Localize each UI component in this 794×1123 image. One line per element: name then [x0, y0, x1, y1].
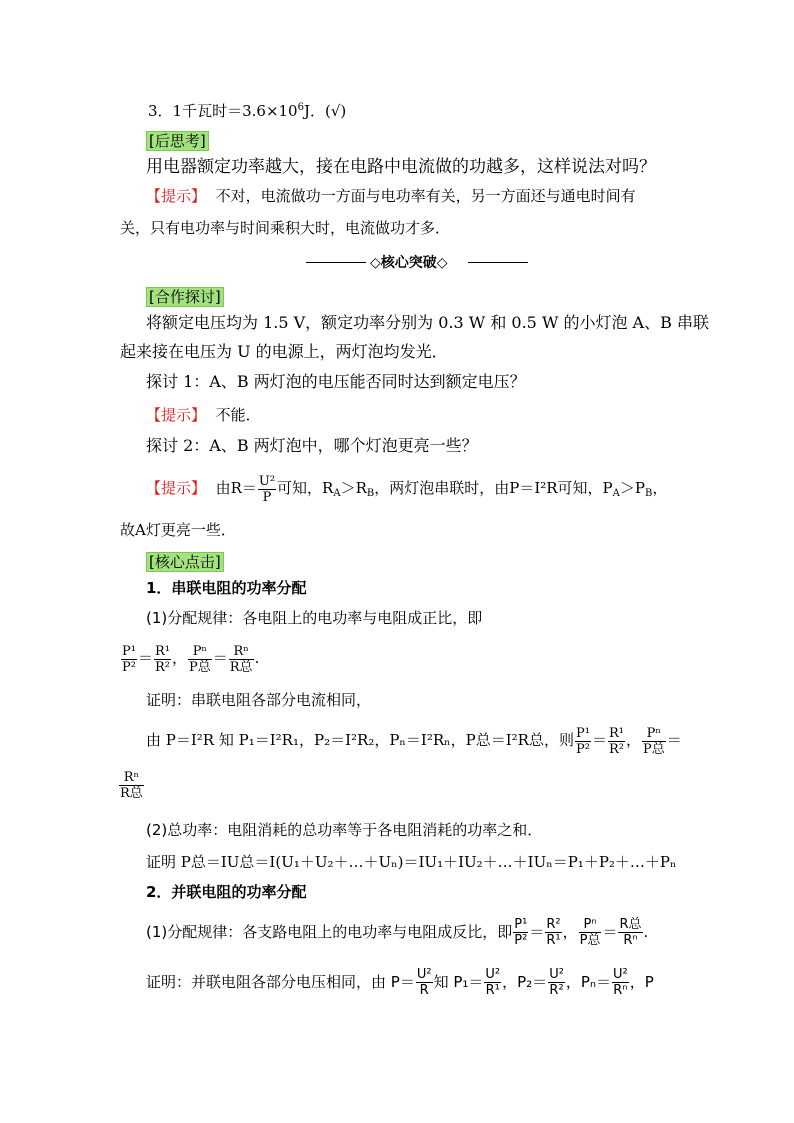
answer-1-text: 不对，电流做功一方面与电功率有关，另一方面还与通电时间有: [215, 187, 636, 205]
answer-1-line-2: 关，只有电功率与时间乘积大时，电流做功才多．: [120, 219, 451, 237]
statement-3: [148, 98, 346, 121]
divider-rule-left: [306, 262, 366, 263]
statement-3-tail: J．(√): [303, 102, 347, 120]
question-1: 用电器额定功率越大，接在电路中电流做的功越多，这样说法对吗？: [146, 157, 656, 177]
tag-core-points: [146, 552, 224, 572]
answer-3-pre: 由R＝: [215, 479, 257, 497]
discussion-2: 探讨 2：A、B 两灯泡中，哪个灯泡更亮一些？: [146, 436, 478, 455]
tag-core-points-label: [核心点击]: [146, 552, 224, 572]
answer-1-line-1: [146, 186, 636, 206]
proof-parallel: 证明：并联电阻各部分电压相同，由 P＝ $\frac{\text{U²}}{R}$ 知 P₁＝ $\frac{\text{U²}}{\text{R¹}}$ ，P₂＝ $\frac{\text{U²}}{\text{R²}}$ ，Pₙ＝ $\frac{\text{U²}}{\text{Rⁿ}}$ ，P: [146, 967, 654, 998]
heading-parallel-power: 2．并联电阻的功率分配: [146, 883, 307, 901]
rule-parallel: (1)分配规律：各支路电阻上的电功率与电阻成反比，即 $\frac{\text{P¹}}{\text{P²}}$ ＝ $\frac{\text{R²}}{\text{R¹}}$ ， $\frac{\text{Pⁿ}}{\text{P总}}$ ＝ $\frac{\text{R总}}{\text{Rⁿ}}$ .: [146, 917, 649, 948]
problem-line-2: 起来接在电压为 U 的电源上，两灯泡均发光．: [120, 342, 448, 361]
rule-series: (1)分配规律：各电阻上的电功率与电阻成正比，即: [146, 609, 483, 627]
rule-total-power: (2)总功率：电阻消耗的总功率等于各电阻消耗的功率之和．: [146, 821, 543, 839]
tag-cooperate-label: [合作探讨]: [146, 287, 224, 307]
divider-title: ◇核心突破◇: [370, 255, 448, 271]
answer-3-line-2: 故A灯更亮一些．: [120, 521, 236, 539]
divider-rule-right: [468, 262, 528, 263]
tag-after-think: [146, 131, 209, 151]
answer-2: [146, 405, 261, 425]
statement-3-text: 3．1千瓦时＝3.6×10: [148, 102, 298, 120]
answer-2-text: 不能．: [215, 406, 261, 424]
exponent: 6: [297, 102, 304, 113]
hint-label: 【提示】: [146, 479, 207, 497]
proof-total-power: 证明 P总＝IU总＝I(U₁＋U₂＋…＋Uₙ)＝IU₁＋IU₂＋…＋IUₙ＝P₁＋P₂＋…＋Pₙ: [146, 853, 677, 871]
proof-series-result: $\frac{\text{Rⁿ}}{\text{R总}}$: [120, 769, 143, 801]
tag-cooperate: [146, 287, 224, 307]
hint-label: 【提示】: [146, 187, 207, 205]
tag-after-think-label: [后思考]: [146, 131, 209, 151]
formula-series-ratio: $\frac{\text{P¹}}{\text{P²}}$ ＝ $\frac{\text{R¹}}{\text{R²}}$ ， $\frac{\text{Pⁿ}}{\text{P总}}$ ＝ $\frac{\text{Rⁿ}}{\text{R总}}$ .: [122, 643, 260, 675]
proof-series-intro: 证明：串联电阻各部分电流相同，: [146, 691, 372, 709]
proof-series-formula: 由 P＝I²R 知 P₁＝I²R₁，P₂＝I²R₂，Pₙ＝I²Rₙ，P总＝I²R总，则 $\frac{\text{P¹}}{\text{P²}}$ ＝ $\frac{\text{R¹}}{\text{R²}}$ ， $\frac{\text{Pⁿ}}{\text{P总}}$ ＝: [146, 725, 682, 757]
discussion-1: 探讨 1：A、B 两灯泡的电压能否同时达到额定电压？: [146, 372, 526, 391]
problem-line-1: 将额定电压均为 1.5 V，额定功率分别为 0.3 W 和 0.5 W 的小灯泡 A、B 串联: [146, 313, 709, 332]
fraction-u2-over-p: $\frac{\text{U²}}{P}$: [258, 473, 276, 505]
answer-3-line-1: 【提示】 由R＝ $\frac{\text{U²}}{P}$ 可知，$R_A>R_B$，两灯泡串联时，由P＝I²R可知，$P_A>P_B$，: [146, 473, 668, 505]
hint-label: 【提示】: [146, 406, 207, 424]
heading-series-power: 1．串联电阻的功率分配: [146, 579, 307, 597]
section-divider: [306, 252, 526, 272]
